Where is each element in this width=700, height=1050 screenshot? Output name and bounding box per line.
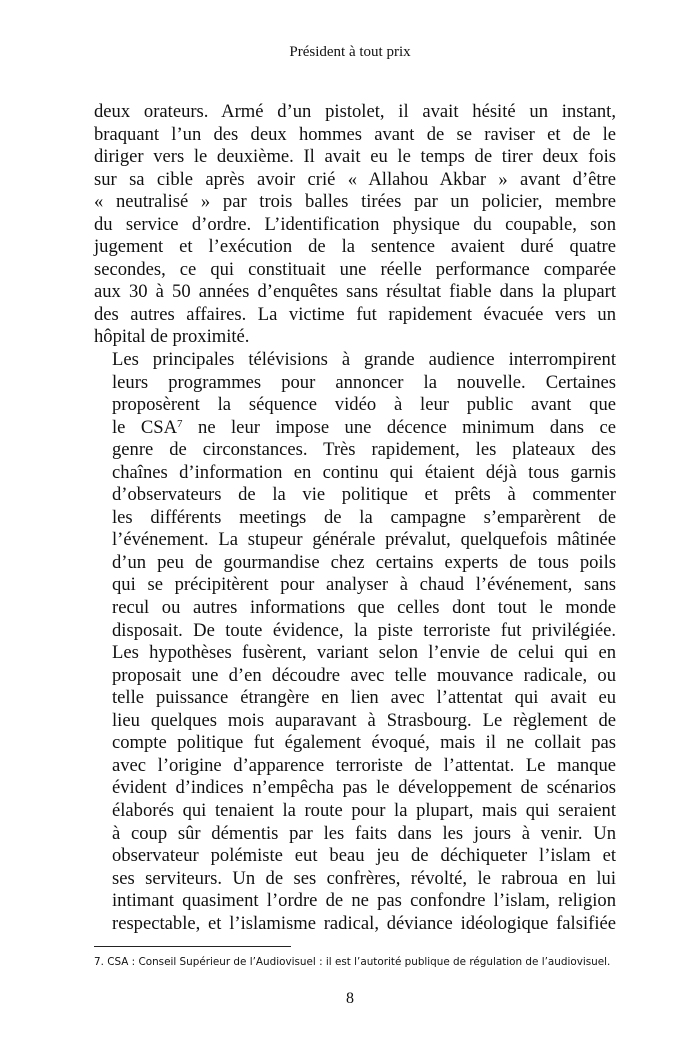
body-text [94,101,616,935]
text-line: observateur polémiste eut beau jeu de déchiqueter l’islam et [112,845,616,867]
text-line: aux 30 à 50 années d’enquêtes sans résultat fiable dans la plupart [94,281,616,303]
text-line: compte politique fut également évoqué, mais il ne collait pas [112,732,616,754]
text-line: sur sa cible après avoir crié « Allahou Akbar » avant d’être [94,168,616,190]
footnote: 7. CSA : Conseil Supérieur de l’Audiovisuel : il est l’autorité publique de régulation de l’audiovisuel. [94,956,611,968]
csa-text: le CSA [112,416,178,438]
running-title: Président à tout prix [289,44,411,60]
text-line: braquant l’un des deux hommes avant de se raviser et de le [94,123,616,145]
paragraph-1 [94,101,616,349]
text-line: leurs programmes pour annoncer la nouvelle. Certaines [112,371,616,393]
text-line: chaînes d’information en continu qui étaient déjà tous garnis [112,461,616,483]
text-line: diriger vers le deuxième. Il avait eu le temps de tirer deux fois [94,146,616,168]
text-line: Les hypothèses fusèrent, variant selon l’envie de celui qui en [112,642,616,664]
text-line: l’événement. La stupeur générale prévalut, quelquefois mâtinée [112,529,616,551]
footnote-separator [94,946,291,947]
text-line: avec l’origine d’apparence terroriste de l’attentat. Le manque [112,754,616,776]
text-line: disposait. De toute évidence, la piste terroriste fut privilégiée. [112,619,616,641]
text-line: d’un peu de gourmandise chez certains experts de tous poils [112,551,616,573]
text-line: les différents meetings de la campagne s’emparèrent de [112,506,616,528]
text-line: jugement et l’exécution de la sentence avaient duré quatre [94,236,616,258]
text-line: recul ou autres informations que celles dont tout le monde [112,597,616,619]
text-line: Les principales télévisions à grande audience interrompirent [112,349,616,371]
text-line: proposait une d’en découdre avec telle mouvance radicale, ou [112,664,616,686]
text-line: intimant quasiment l’ordre de ne pas confondre l’islam, religion [112,890,616,912]
page-number: 8 [346,990,354,1007]
text-line: telle puissance étrangère en lien avec l’attentat qui avait eu [112,687,616,709]
text-line: hôpital de proximité. [94,326,250,348]
text-line: des autres affaires. La victime fut rapidement évacuée vers un [94,303,616,325]
text-line: deux orateurs. Armé d’un pistolet, il avait hésité un instant, [94,101,616,122]
paragraph-2 [94,349,616,935]
text-line: genre de circonstances. Très rapidement, les plateaux des [112,439,616,461]
text-line: lieu quelques mois auparavant à Strasbourg. Le règlement de [112,709,616,731]
text-line: d’observateurs de la vie politique et prêts à commenter [112,484,616,506]
text-line: « neutralisé » par trois balles tirées par un policier, membre [94,191,616,213]
text-line: du service d’ordre. L’identification physique du coupable, son [94,213,616,235]
text-line: proposèrent la séquence vidéo à leur public avant que [112,394,616,416]
csa-continuation: ne leur impose une décence minimum dans ce [198,416,616,438]
text-line: ses serviteurs. Un de ses confrères, révolté, le rabroua en lui [112,867,616,889]
text-line: respectable, et l’islamisme radical, déviance idéologique falsifiée [112,912,616,934]
text-line-with-footnote [94,417,616,440]
text-line: à coup sûr démentis par les faits dans les jours à venir. Un [112,822,616,844]
text-line: secondes, ce qui constituait une réelle performance comparée [94,258,616,280]
text-line: évident d’indices n’empêcha pas le développement de scénarios [112,777,616,799]
text-line: qui se précipitèrent pour analyser à chaud l’événement, sans [112,574,616,596]
footnote-reference[interactable]: 7 [177,417,183,430]
text-line: élaborés qui tenaient la route pour la plupart, mais qui seraient [112,799,616,821]
